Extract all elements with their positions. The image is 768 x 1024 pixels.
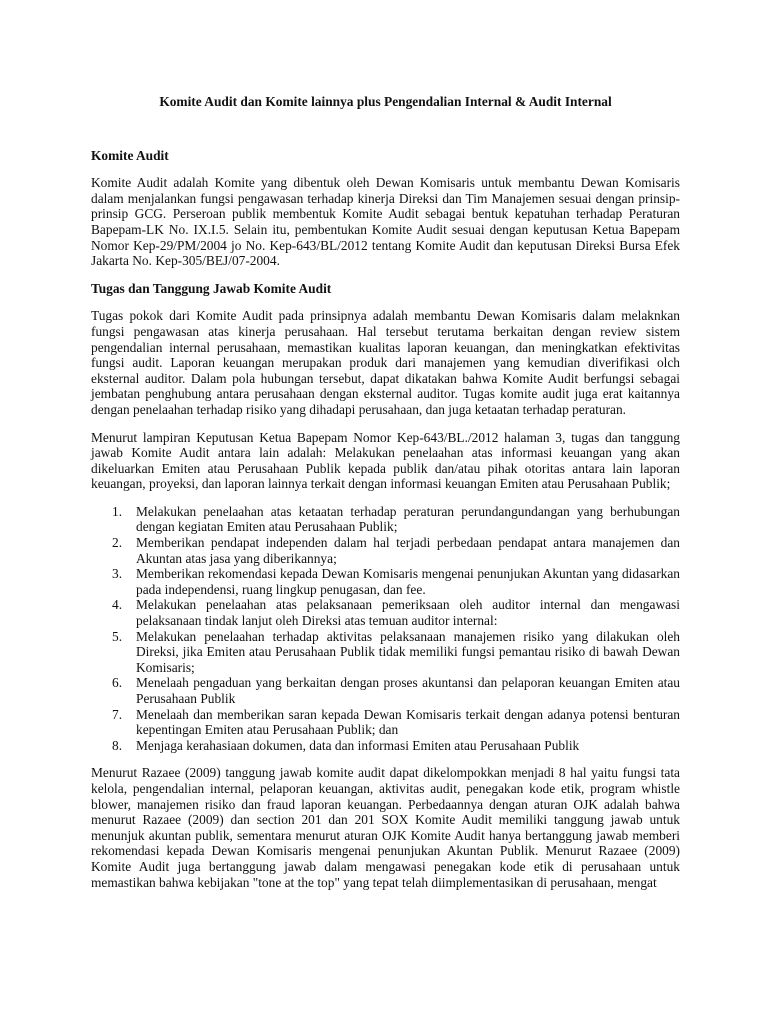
section-heading-komite-audit: Komite Audit bbox=[91, 147, 169, 163]
paragraph-tugas-pokok: Tugas pokok dari Komite Audit pada prinsipnya adalah membantu Dewan Komisaris dalam melaknkan fungsi pengawasan atas kinerja perusahaan. Hal tersebut terutama berkaitan dengan review sistem pengendalian internal perusahaan, memastikan kualitas laporan keuangan, dan meningkatkan efektivitas fungsi audit. Laporan keuangan merupakan produk dari manajemen yang kemudian diverifikasi olch eksternal auditor. Dalam pola hubungan tersebut, dapat dikatakan bahwa Komite Audit berfungsi sebagai jembatan penghubung antara perusahaan dengan eksternal auditor. Tugas komite audit juga erat kaitannya dengan penelaahan terhadap risiko yang dihadapi perusahaan, dan juga ketaatan terhadap peraturan. bbox=[91, 308, 680, 417]
list-item-text: Melakukan penelaahan atas ketaatan terhadap peraturan perundangundangan yang berhubungan dengan kegiatan Emiten atau Perusahaan Publik; bbox=[136, 503, 680, 535]
list-item-number: 3. bbox=[112, 566, 123, 582]
section-heading-tugas: Tugas dan Tanggung Jawab Komite Audit bbox=[91, 280, 332, 296]
list-item bbox=[112, 504, 680, 535]
list-item-number: 8. bbox=[112, 737, 123, 753]
list-item bbox=[112, 675, 680, 706]
list-item-text: Memberikan pendapat independen dalam hal terjadi perbedaan pendapat antara manajemen dan Akuntan atas jasa yang diberikannya; bbox=[136, 535, 680, 566]
list-item-text: Menelaah pengaduan yang berkaitan dengan proses akuntansi dan pelaporan keuangan Emiten atau Perusahaan Publik bbox=[136, 675, 680, 706]
list-item-number: 1. bbox=[112, 503, 123, 519]
list-item-text: Memberikan rekomendasi kepada Dewan Komisaris mengenai penunjukan Akuntan yang didasarkan pada independensi, ruang lingkup penugasan, dan fee. bbox=[136, 566, 680, 597]
list-item-text: Melakukan penelaahan terhadap aktivitas pelaksanaan manajemen risiko yang dilakukan oleh Direksi, jika Emiten atau Perusahaan Publik tidak memiliki fungsi pemantau risiko di bawah Dewan Komisaris; bbox=[136, 628, 680, 675]
list-item-number: 6. bbox=[112, 675, 123, 691]
list-item-number: 5. bbox=[112, 628, 123, 644]
paragraph-menurut-lampiran: Menurut lampiran Keputusan Ketua Bapepam Nomor Kep-643/BL./2012 halaman 3, tugas dan tanggung jawab Komite Audit antara lain adalah: Melakukan penelaahan atas informasi keuangan yang akan dikeluarkan Emiten atau Perusahaan Publik kepada publik dan/atau pihak otoritas antara lain laporan keuangan, proyeksi, dan laporan lainnya terkait dengan informasi keuangan Emiten atau Perusahaan Publik; bbox=[91, 429, 680, 492]
list-item bbox=[112, 566, 680, 597]
list-item bbox=[112, 738, 680, 754]
list-item-text: Melakukan penelaahan atas pelaksanaan pemeriksaan oleh auditor internal dan mengawasi pelaksanaan tindak lanjut oleh Direksi atas temuan auditor internal: bbox=[136, 597, 680, 629]
list-item-number: 4. bbox=[112, 597, 123, 613]
list-item-number: 2. bbox=[112, 535, 123, 551]
list-item bbox=[112, 535, 680, 566]
task-list bbox=[91, 504, 680, 754]
paragraph-menurut-razaee: Menurut Razaee (2009) tanggung jawab komite audit dapat dikelompokkan menjadi 8 hal yaitu fungsi tata kelola, pengendalian internal, pelaporan keuangan, aktivitas audit, penegakan kode etik, program whistle blower, manajemen risiko dan fraud laporan keuangan. Perbedaannya dengan aturan OJK adalah bahwa menurut Razaee (2009) dan section 201 dan 201 SOX Komite Audit memiliki tanggung jawab untuk menunjuk akuntan publik, sementara menurut aturan OJK Komite Audit hanya bertanggung jawab memberi rekomendasi kepada Dewan Komisaris mengenai penunjukan Akuntan Publik. Menurut Razaee (2009) Komite Audit juga bertanggung jawab dalam mengawasi penegakan kode etik di perusahaan untuk memastikan bahwa kebijakan "tone at the top" yang tepat telah diimplementasikan di perusahaan, mengat bbox=[91, 765, 680, 890]
list-item-text: Menelaah dan memberikan saran kepada Dewan Komisaris terkait dengan adanya potensi benturan kepentingan Emiten atau Perusahaan Publik; dan bbox=[136, 706, 680, 738]
list-item bbox=[112, 597, 680, 628]
list-item bbox=[112, 629, 680, 676]
list-item-text: Menjaga kerahasiaan dokumen, data dan informasi Emiten atau Perusahaan Publik bbox=[136, 737, 580, 753]
list-item-number: 7. bbox=[112, 706, 123, 722]
paragraph-komite-audit-definition: Komite Audit adalah Komite yang dibentuk oleh Dewan Komisaris untuk membantu Dewan Komisaris dalam menjalankan fungsi pengawasan terhadap kinerja Direksi dan Tim Manajemen sesuai dengan prinsip-prinsip GCG. Perseroan publik membentuk Komite Audit sebagai bentuk kepatuhan terhadap Peraturan Bapepam-LK No. IX.I.5. Selain itu, pembentukan Komite Audit sesuai dengan keputusan Ketua Bapepam Nomor Kep-29/PM/2004 jo No. Kep-643/BL/2012 tentang Komite Audit dan keputusan Direksi Bursa Efek Jakarta No. Kep-305/BEJ/07-2004. bbox=[91, 175, 680, 269]
document-title: Komite Audit dan Komite lainnya plus Pengendalian Internal & Audit Internal bbox=[159, 94, 612, 109]
list-item bbox=[112, 707, 680, 738]
